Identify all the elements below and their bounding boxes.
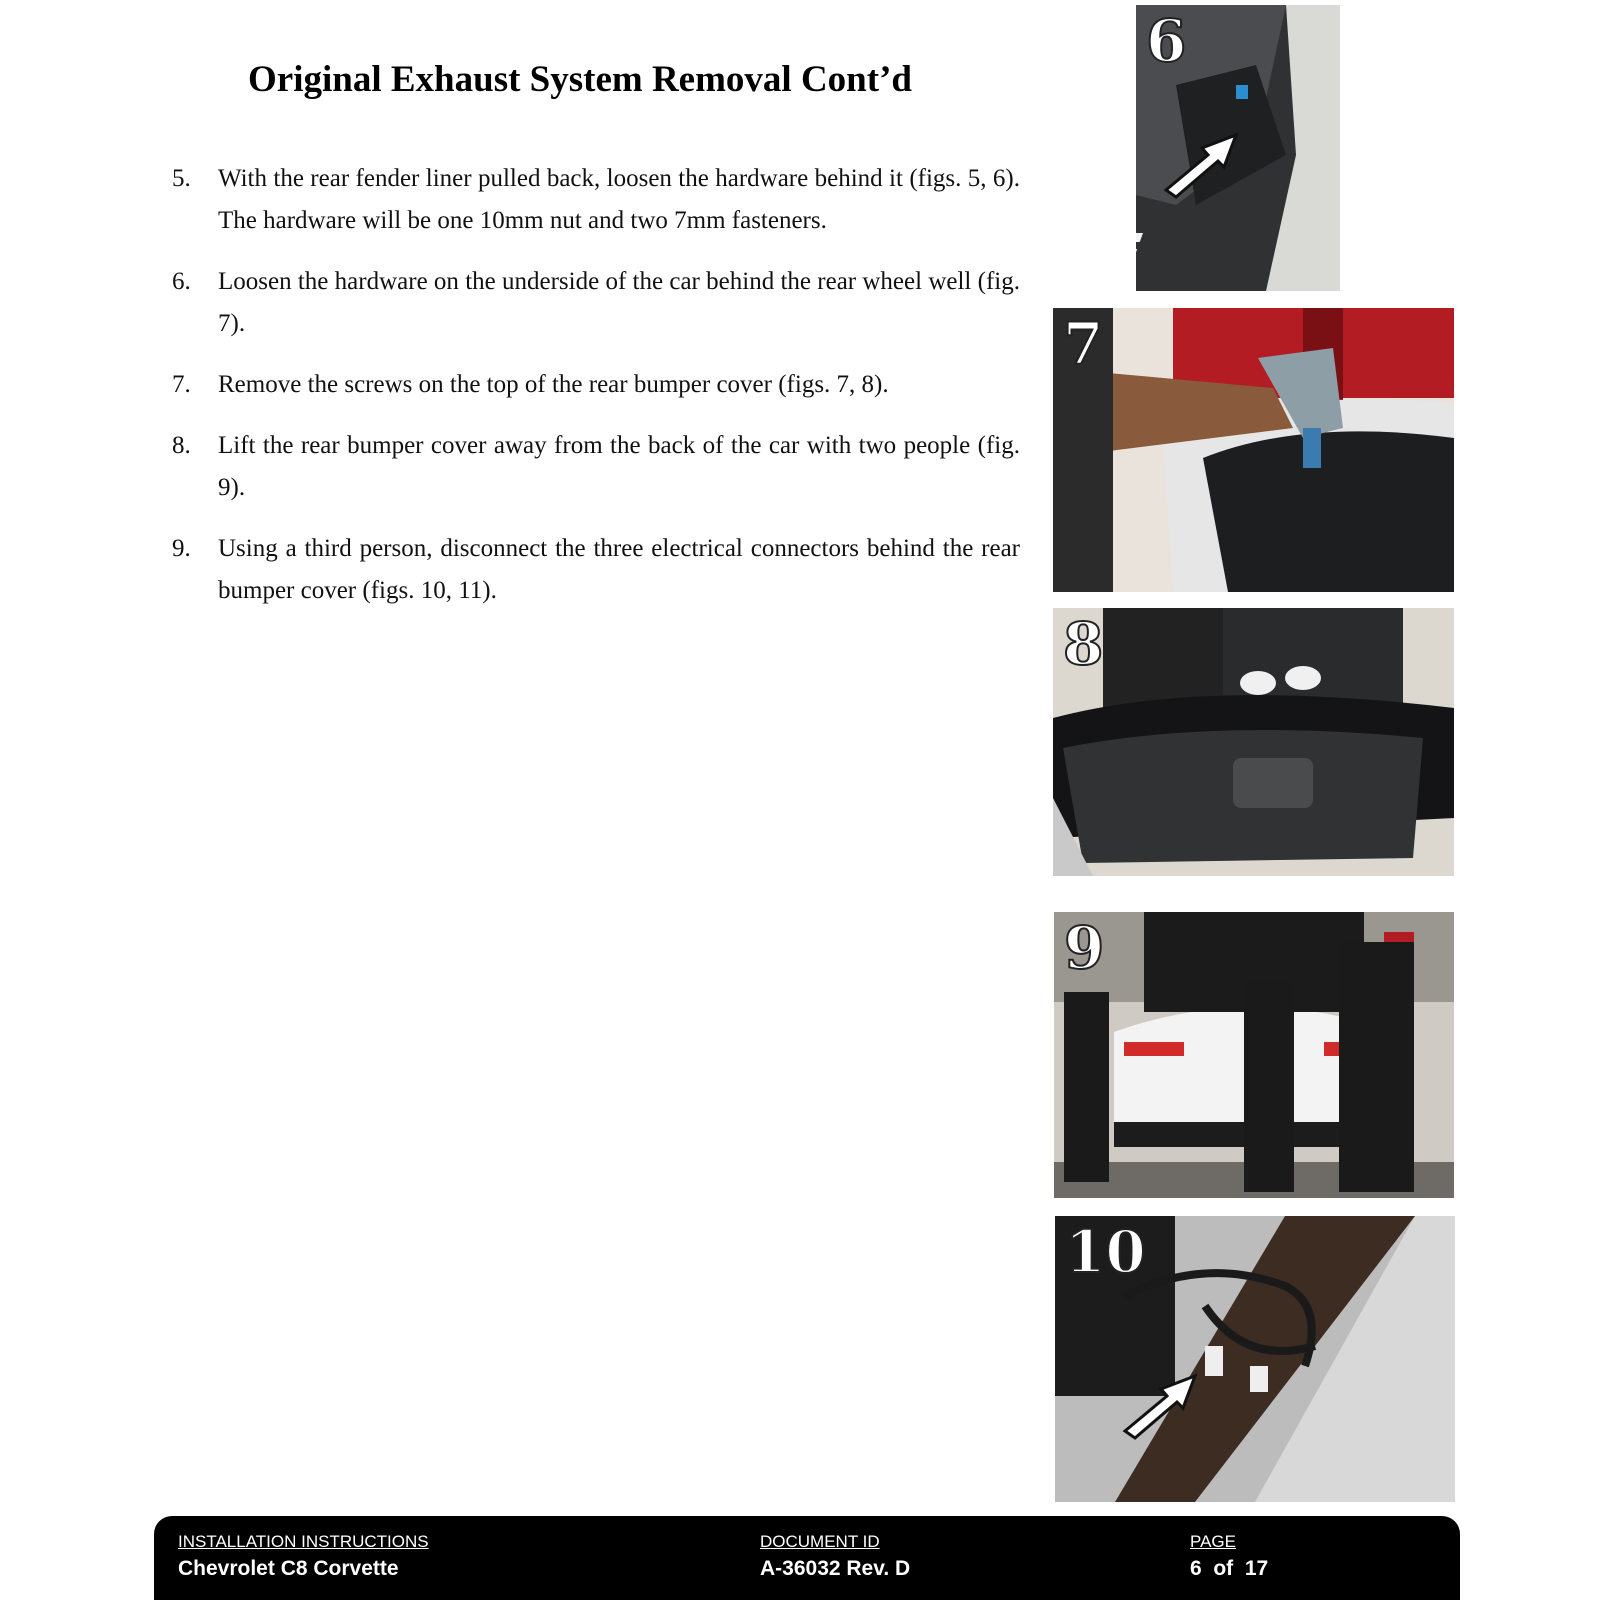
bumper-screws-photo-illustration xyxy=(1053,308,1454,592)
figure-label: 9 xyxy=(1064,914,1105,982)
step-6 xyxy=(172,261,1020,345)
step-number: 9. xyxy=(172,535,191,562)
step-number: 8. xyxy=(172,432,191,459)
step-number: 7. xyxy=(172,371,191,398)
document-footer xyxy=(154,1516,1460,1600)
footer-caption: DOCUMENT ID xyxy=(760,1532,880,1551)
page-title: Original Exhaust System Removal Cont’d xyxy=(248,59,912,100)
step-5 xyxy=(172,158,1020,242)
step-text: Loosen the hardware on the underside of the car behind the rear wheel well (fig. 7). xyxy=(218,268,1020,337)
page-number: 6 of 17 xyxy=(1190,1557,1269,1580)
step-text: Lift the rear bumper cover away from the back of the car with two people (fig. 9). xyxy=(218,432,1020,501)
document-id: A-36032 Rev. D xyxy=(760,1557,911,1580)
figure-label: 8 xyxy=(1063,610,1104,678)
instruction-steps xyxy=(172,158,1020,631)
step-text: With the rear fender liner pulled back, loosen the hardware behind it (figs. 5, 6). The hardware will be one 10mm nut and two 7mm fasteners. xyxy=(218,165,1020,234)
figure-label: 10 xyxy=(1065,1218,1146,1286)
step-8 xyxy=(172,425,1020,509)
figure-6-photo xyxy=(1136,5,1340,291)
step-number: 6. xyxy=(172,268,191,295)
footer-caption: PAGE xyxy=(1190,1532,1236,1551)
figure-9-photo xyxy=(1054,912,1454,1198)
figure-label: 7 xyxy=(1063,310,1104,378)
step-9 xyxy=(172,528,1020,612)
step-text: Using a third person, disconnect the three electrical connectors behind the rear bumper cover (figs. 10, 11). xyxy=(218,535,1020,604)
footer-caption: INSTALLATION INSTRUCTIONS xyxy=(178,1532,429,1551)
figure-label: 6 xyxy=(1146,7,1187,75)
step-number: 5. xyxy=(172,165,191,192)
bumper-top-photo-illustration xyxy=(1053,608,1454,876)
footer-document-id xyxy=(760,1530,910,1584)
bumper-removal-photo-illustration xyxy=(1054,912,1454,1198)
footer-page xyxy=(1190,1530,1268,1584)
figure-8-photo xyxy=(1053,608,1454,876)
step-7 xyxy=(172,364,1020,406)
step-text: Remove the screws on the top of the rear bumper cover (figs. 7, 8). xyxy=(218,371,889,398)
figure-10-photo xyxy=(1055,1216,1455,1502)
vehicle-name: Chevrolet C8 Corvette xyxy=(178,1557,399,1580)
figure-7-photo xyxy=(1053,308,1454,592)
footer-instructions xyxy=(178,1530,429,1584)
